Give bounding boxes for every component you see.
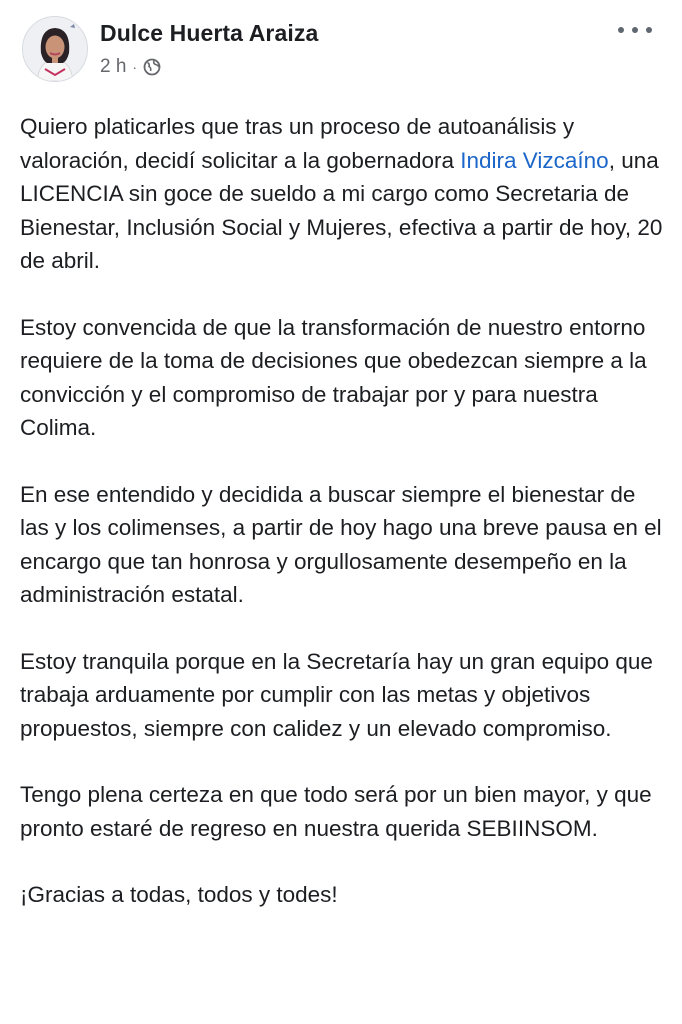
post-paragraph-1 (20, 110, 664, 278)
more-horizontal-icon[interactable] (618, 20, 652, 40)
post-paragraph-4: Estoy tranquila porque en la Secretaría hay un gran equipo que trabaja arduamente por cumplir con las metas y objetivos propuestos, siempre con calidez y un elevado compromiso. (20, 648, 653, 741)
globe-icon[interactable] (143, 58, 161, 76)
post-meta (100, 56, 161, 78)
paragraph-text: , una LICENCIA sin goce de sueldo a mi cargo como Secretaria de Bienestar, Inclusión Social y Mujeres, efectiva a partir de hoy, 20 de abril. (20, 147, 663, 273)
post-timestamp[interactable]: 2 h (100, 56, 127, 77)
post-body (20, 110, 664, 945)
more-dot (646, 27, 652, 33)
post-header (22, 16, 666, 86)
more-dot (618, 27, 624, 33)
more-dot (632, 27, 638, 33)
post-paragraph-5: Tengo plena certeza en que todo será por un bien mayor, y que pronto estaré de regreso en nuestra querida SEBIINSOM. (20, 782, 652, 841)
mention-link[interactable]: Indira Vizcaíno (460, 147, 609, 173)
meta-separator: · (132, 59, 138, 75)
post-paragraph-3: En ese entendido y decidida a buscar siempre el bienestar de las y los colimenses, a partir de hoy hago una breve pausa en el encargo que tan honrosa y orgullosamente desempeño en la administración estatal. (20, 481, 662, 607)
profile-photo (23, 17, 87, 81)
post-paragraph-6: ¡Gracias a todas, todos y todes! (20, 882, 338, 907)
post-paragraph-2: Estoy convencida de que la transformación de nuestro entorno requiere de la toma de decisiones que obedezcan siempre a la convicción y el compromiso de trabajar por y para nuestra Colima. (20, 314, 647, 440)
avatar[interactable] (22, 16, 88, 82)
author-name[interactable]: Dulce Huerta Araiza (100, 20, 319, 46)
paragraph-text: Quiero platicarles que tras un proceso de autoanálisis y valoración, decidí solicitar a la gobernadora (20, 114, 575, 173)
